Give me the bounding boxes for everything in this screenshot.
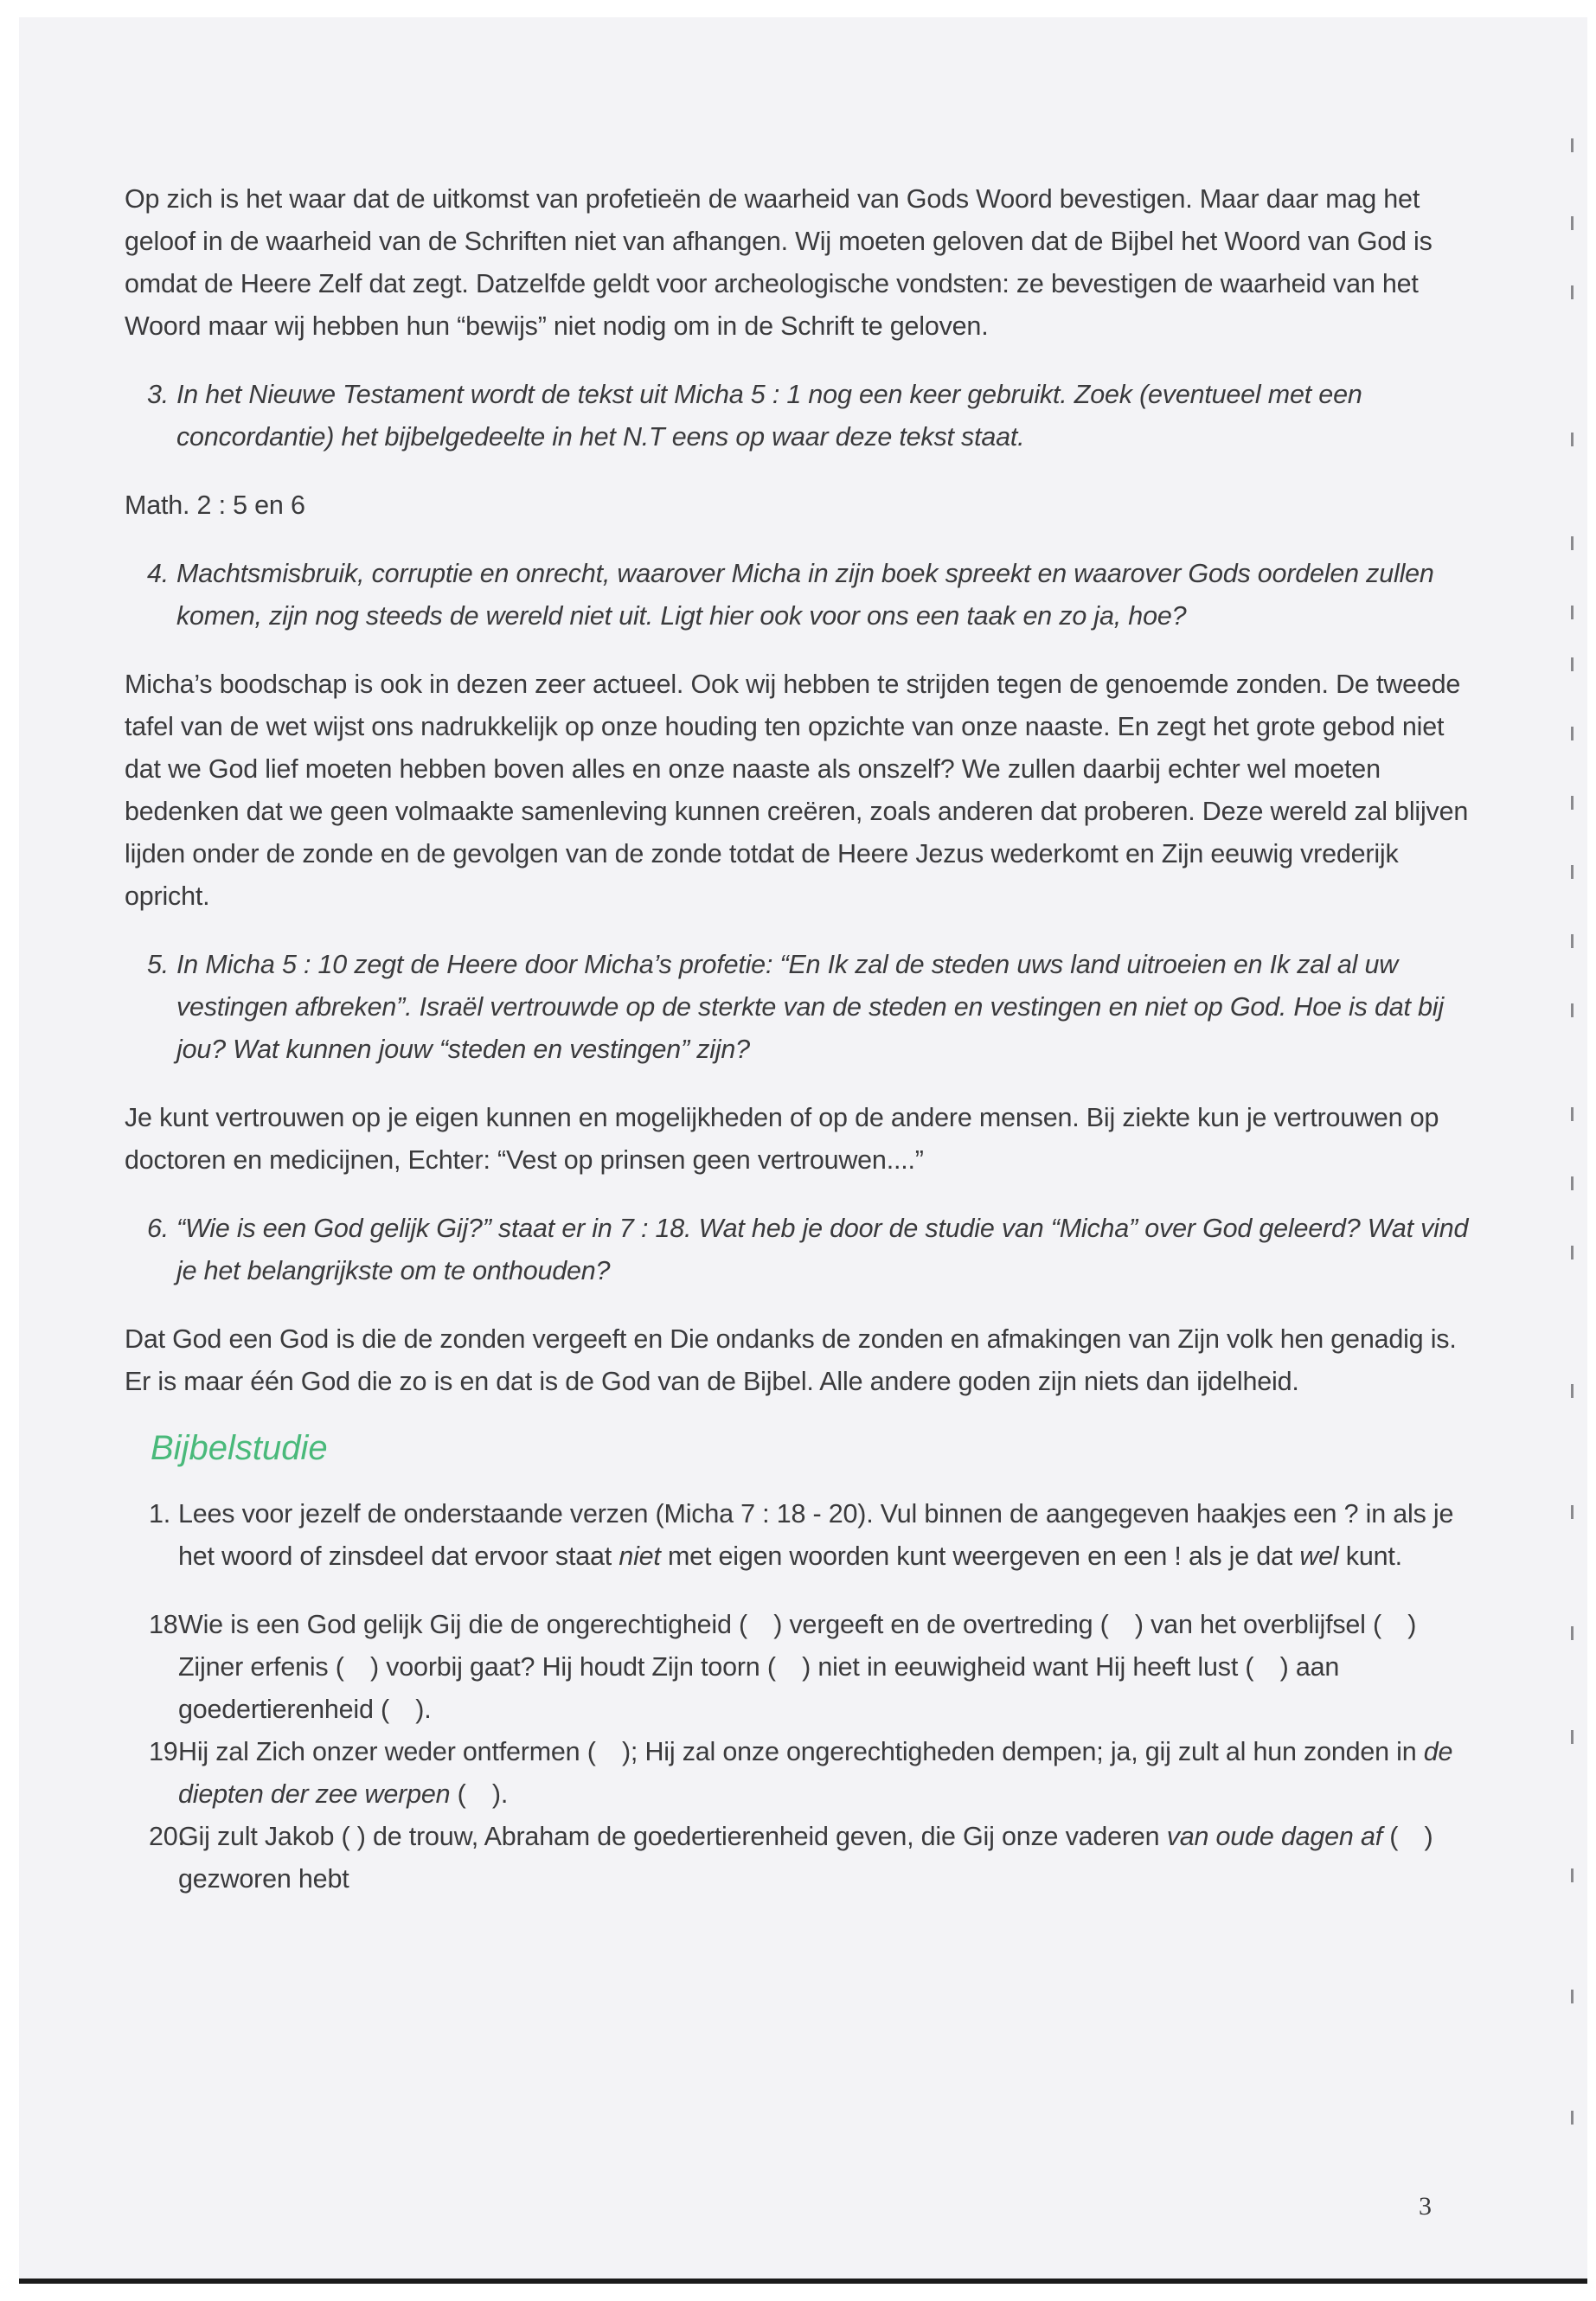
verse-text: ( ) gezworen hebt bbox=[178, 1822, 1433, 1894]
page-content bbox=[125, 178, 1474, 1900]
verse-number: 19. bbox=[149, 1737, 185, 1766]
verse-emphasis: de diepten der zee werpen bbox=[178, 1737, 1453, 1809]
instruction-text: kunt. bbox=[1338, 1541, 1402, 1571]
question-text: In het Nieuwe Testament wordt de tekst uit Micha 5 : 1 nog een keer gebruikt. Zoek (eventueel met een concordantie) het bijbelgedeelte in het N.T eens op waar deze tekst staat. bbox=[176, 380, 1362, 452]
question-3 bbox=[125, 374, 1474, 458]
question-text: Machtsmisbruik, corruptie en onrecht, waarover Micha in zijn boek spreekt en waarover Gods oordelen zullen komen, zijn nog steeds de wereld niet uit. Ligt hier ook voor ons een taak en zo ja, hoe? bbox=[176, 559, 1434, 631]
item-number: 1. bbox=[149, 1499, 171, 1529]
instruction-text: Lees voor jezelf de onderstaande verzen (Micha 7 : 18 - 20). Vul binnen de aangegeven haakjes een ? in als je het woord of zinsdeel dat ervoor staat bbox=[178, 1499, 1454, 1571]
question-number: 4. bbox=[147, 559, 170, 588]
question-5 bbox=[125, 944, 1474, 1071]
question-text: “Wie is een God gelijk Gij?” staat er in 7 : 18. Wat heb je door de studie van “Micha” over God geleerd? Wat vind je het belangrijkste om te onthouden? bbox=[176, 1214, 1469, 1285]
question-6 bbox=[125, 1208, 1474, 1292]
verse-emphasis: van oude dagen af bbox=[1166, 1822, 1382, 1851]
verse-text: Gij zult Jakob ( ) de trouw, Abraham de goedertierenheid geven, die Gij onze vaderen bbox=[178, 1822, 1167, 1851]
answer-3: Math. 2 : 5 en 6 bbox=[125, 490, 305, 520]
emphasis-wel: wel bbox=[1299, 1541, 1339, 1571]
question-4 bbox=[125, 553, 1474, 638]
verse-number: 20. bbox=[149, 1822, 185, 1851]
verse-20 bbox=[125, 1816, 1474, 1900]
answer-4: Micha’s boodschap is ook in dezen zeer actueel. Ook wij hebben te strijden tegen de genoemde zonden. De tweede tafel van de wet wijst ons nadrukkelijk op onze houding ten opzichte van onze naaste. En zegt het grote gebod niet dat we God lief moeten hebben boven alles en onze naaste als onszelf? We zullen daarbij echter wel moeten bedenken dat we geen volmaakte samenleving kunnen creëren, zoals anderen dat proberen. Deze wereld zal blijven lijden onder de zonde en de gevolgen van de zonde totdat de Heere Jezus wederkomt en Zijn eeuwig vrederijk opricht. bbox=[125, 670, 1469, 911]
page-number: 3 bbox=[1419, 2192, 1432, 2221]
answer-6: Dat God een God is die de zonden vergeeft en Die ondanks de zonden en afmakingen van Zijn volk hen genadig is. Er is maar één God die zo is en dat is de God van de Bijbel. Alle andere goden zijn niets dan ijdelheid. bbox=[125, 1324, 1457, 1396]
paragraph-intro: Op zich is het waar dat de uitkomst van profetieën de waarheid van Gods Woord bevestigen. Maar daar mag het geloof in de waarheid van de Schriften niet van afhangen. Wij moeten geloven dat de Bijbel het Woord van God is omdat de Heere Zelf dat zegt. Datzelfde geldt voor archeologische vondsten: ze bevestigen de waarheid van het Woord maar wij hebben hun “bewijs” niet nodig om in de Schrift te geloven. bbox=[125, 184, 1433, 341]
question-number: 6. bbox=[147, 1214, 170, 1243]
instruction-item-1 bbox=[125, 1493, 1474, 1578]
verse-text: ( ). bbox=[450, 1779, 509, 1809]
verse-text: Hij zal Zich onzer weder ontfermen ( ); Hij zal onze ongerechtigheden dempen; ja, gij zult al hun zonden in bbox=[178, 1737, 1424, 1766]
adjacent-page-edge bbox=[1548, 87, 1582, 2232]
verse-18 bbox=[125, 1604, 1474, 1731]
question-number: 3. bbox=[147, 380, 170, 409]
instruction-text: met eigen woorden kunt weergeven en een ! als je dat bbox=[660, 1541, 1300, 1571]
question-number: 5. bbox=[147, 950, 170, 979]
section-title: Bijbelstudie bbox=[151, 1429, 328, 1467]
emphasis-niet: niet bbox=[619, 1541, 661, 1571]
verse-text: Wie is een God gelijk Gij die de ongerechtigheid ( ) vergeeft en de overtreding ( ) van het overblijfsel ( ) Zijner erfenis ( ) voorbij gaat? Hij houdt Zijn toorn ( ) niet in eeuwigheid want Hij heeft lust ( ) aan goedertierenheid ( ). bbox=[178, 1610, 1417, 1724]
question-text: In Micha 5 : 10 zegt de Heere door Micha’s profetie: “En Ik zal de steden uws land uitroeien en Ik zal al uw vestingen afbreken”. Israël vertrouwde op de sterkte van de steden en vestingen en niet op God. Hoe is dat bij jou? Wat kunnen jouw “steden en vestingen” zijn? bbox=[176, 950, 1444, 1064]
verse-19 bbox=[125, 1731, 1474, 1816]
verse-number: 18 bbox=[149, 1610, 178, 1639]
document-page bbox=[19, 17, 1587, 2284]
answer-5: Je kunt vertrouwen op je eigen kunnen en mogelijkheden of op de andere mensen. Bij ziekte kun je vertrouwen op doctoren en medicijnen, Echter: “Vest op prinsen geen vertrouwen....” bbox=[125, 1103, 1439, 1175]
